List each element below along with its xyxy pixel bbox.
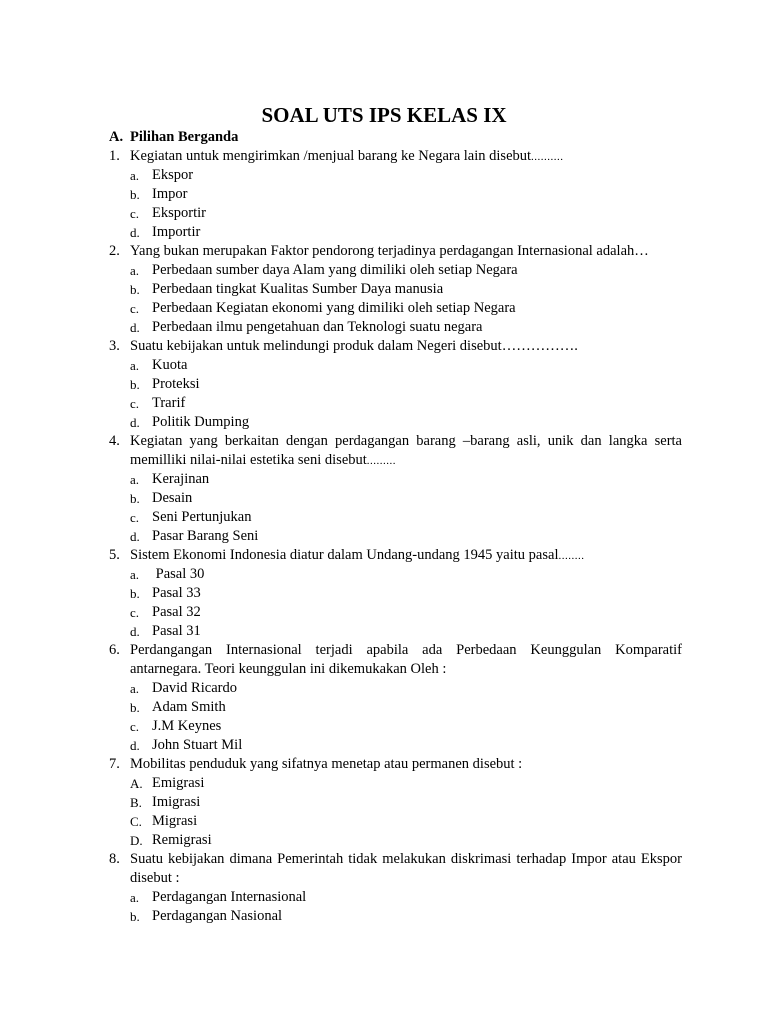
option-letter: b. xyxy=(130,700,140,715)
option-text: Emigrasi xyxy=(152,775,205,791)
question-number: 2. xyxy=(109,243,120,259)
option-text: Desain xyxy=(152,490,193,506)
option-letter: c. xyxy=(130,301,140,316)
option-text: Pasal 33 xyxy=(152,585,201,601)
question-number: 5. xyxy=(109,547,120,563)
option-letter: a. xyxy=(130,472,140,487)
question-text xyxy=(130,546,584,566)
option-letter: b. xyxy=(130,377,140,392)
option-letter: b. xyxy=(130,187,140,202)
option-text: Perbedaan sumber daya Alam yang dimiliki oleh setiap Negara xyxy=(152,262,518,278)
option-text: Ekspor xyxy=(152,167,194,183)
option-text: Pasal 32 xyxy=(152,604,201,620)
question-text-main: Kegiatan yang berkaitan dengan perdagangan barang –barang asli, unik dan langka serta xyxy=(130,433,682,449)
question-text-main: Perdangangan Internasional terjadi apabila ada Perbedaan Keunggulan Komparatif xyxy=(130,642,682,658)
section-letter: A. xyxy=(109,129,124,145)
option-text: Perdagangan Internasional xyxy=(152,889,307,905)
option-text: Pasal 31 xyxy=(152,623,201,639)
answer-blank-dots: ........ xyxy=(558,550,585,562)
option-letter: a. xyxy=(130,890,140,905)
option-letter: c. xyxy=(130,396,140,411)
option-letter: a. xyxy=(130,168,140,183)
option-text: Trarif xyxy=(152,395,186,411)
option-text: Perbedaan Kegiatan ekonomi yang dimiliki oleh setiap Negara xyxy=(152,300,516,316)
question-text-line2: disebut : xyxy=(130,870,180,886)
option-letter: b. xyxy=(130,491,140,506)
option-text: Kuota xyxy=(152,357,188,373)
question-text xyxy=(130,850,682,869)
option-letter: c. xyxy=(130,206,140,221)
option-text: Eksportir xyxy=(152,205,206,221)
answer-blank-dots: ......... xyxy=(366,455,397,467)
option-text: Importir xyxy=(152,224,201,240)
question-text-continued xyxy=(130,660,446,679)
option-letter: B. xyxy=(130,795,142,810)
question-text-line2: antarnegara. Teori keunggulan ini dikemukakan Oleh : xyxy=(130,661,447,677)
option-letter: a. xyxy=(130,358,140,373)
option-text: Pasal 30 xyxy=(152,566,205,582)
option-letter: b. xyxy=(130,282,140,297)
question-number: 1. xyxy=(109,148,120,164)
option-letter: a. xyxy=(130,263,140,278)
question-text xyxy=(130,432,682,451)
question-text-main: Mobilitas penduduk yang sifatnya menetap atau permanen disebut : xyxy=(130,756,523,772)
question-text-continued xyxy=(130,451,396,471)
option-text: Imigrasi xyxy=(152,794,201,810)
question-text xyxy=(130,755,522,774)
option-letter: d. xyxy=(130,320,140,335)
option-letter: c. xyxy=(130,510,140,525)
option-text: Kerajinan xyxy=(152,471,210,487)
option-letter: d. xyxy=(130,738,140,753)
option-text: Perbedaan tingkat Kualitas Sumber Daya manusia xyxy=(152,281,444,297)
option-letter: a. xyxy=(130,567,140,582)
question-text xyxy=(130,641,682,660)
section-title: Pilihan Berganda xyxy=(130,129,239,145)
option-text: J.M Keynes xyxy=(152,718,222,734)
section-heading xyxy=(109,128,238,147)
option-text: David Ricardo xyxy=(152,680,237,696)
question-text xyxy=(130,242,649,261)
option-letter: a. xyxy=(130,681,140,696)
option-text: Migrasi xyxy=(152,813,198,829)
option-letter: d. xyxy=(130,624,140,639)
answer-blank-dots: .......... xyxy=(531,151,564,163)
option-letter: d. xyxy=(130,415,140,430)
option-letter: b. xyxy=(130,909,140,924)
option-text: Impor xyxy=(152,186,188,202)
question-text-main: Kegiatan untuk mengirimkan /menjual barang ke Negara lain disebut xyxy=(130,148,532,164)
question-number: 3. xyxy=(109,338,120,354)
question-text-main: Suatu kebijakan untuk melindungi produk dalam Negeri disebut……………. xyxy=(130,338,578,354)
option-text: Proteksi xyxy=(152,376,200,392)
question-text-main: Suatu kebijakan dimana Pemerintah tidak melakukan diskrimasi terhadap Impor atau Ekspor xyxy=(130,851,682,867)
option-text: Perbedaan ilmu pengetahuan dan Teknologi suatu negara xyxy=(152,319,483,335)
option-text: Pasar Barang Seni xyxy=(152,528,259,544)
option-text: Politik Dumping xyxy=(152,414,250,430)
option-text: Remigrasi xyxy=(152,832,212,848)
question-number: 4. xyxy=(109,433,120,449)
option-text: John Stuart Mil xyxy=(152,737,243,753)
option-letter: A. xyxy=(130,776,143,791)
option-letter: C. xyxy=(130,814,142,829)
question-text xyxy=(130,147,564,167)
option-letter: b. xyxy=(130,586,140,601)
question-text-main: Yang bukan merupakan Faktor pendorong terjadinya perdagangan Internasional adalah… xyxy=(130,243,649,259)
question-number: 8. xyxy=(109,851,120,867)
option-letter: c. xyxy=(130,605,140,620)
option-text: Perdagangan Nasional xyxy=(152,908,283,924)
option-text: Adam Smith xyxy=(152,699,226,715)
option-text: Seni Pertunjukan xyxy=(152,509,252,525)
option-letter: c. xyxy=(130,719,140,734)
question-text-line2: memilliki nilai-nilai estetika seni disebut xyxy=(130,452,367,468)
question-number: 6. xyxy=(109,642,120,658)
option-letter: d. xyxy=(130,529,140,544)
option-letter: d. xyxy=(130,225,140,240)
question-text xyxy=(130,337,578,356)
page-title: SOAL UTS IPS KELAS IX xyxy=(261,103,507,127)
question-text-continued xyxy=(130,869,180,888)
question-number: 7. xyxy=(109,756,120,772)
option-letter: D. xyxy=(130,833,143,848)
question-text-main: Sistem Ekonomi Indonesia diatur dalam Undang-undang 1945 yaitu pasal xyxy=(130,547,559,563)
